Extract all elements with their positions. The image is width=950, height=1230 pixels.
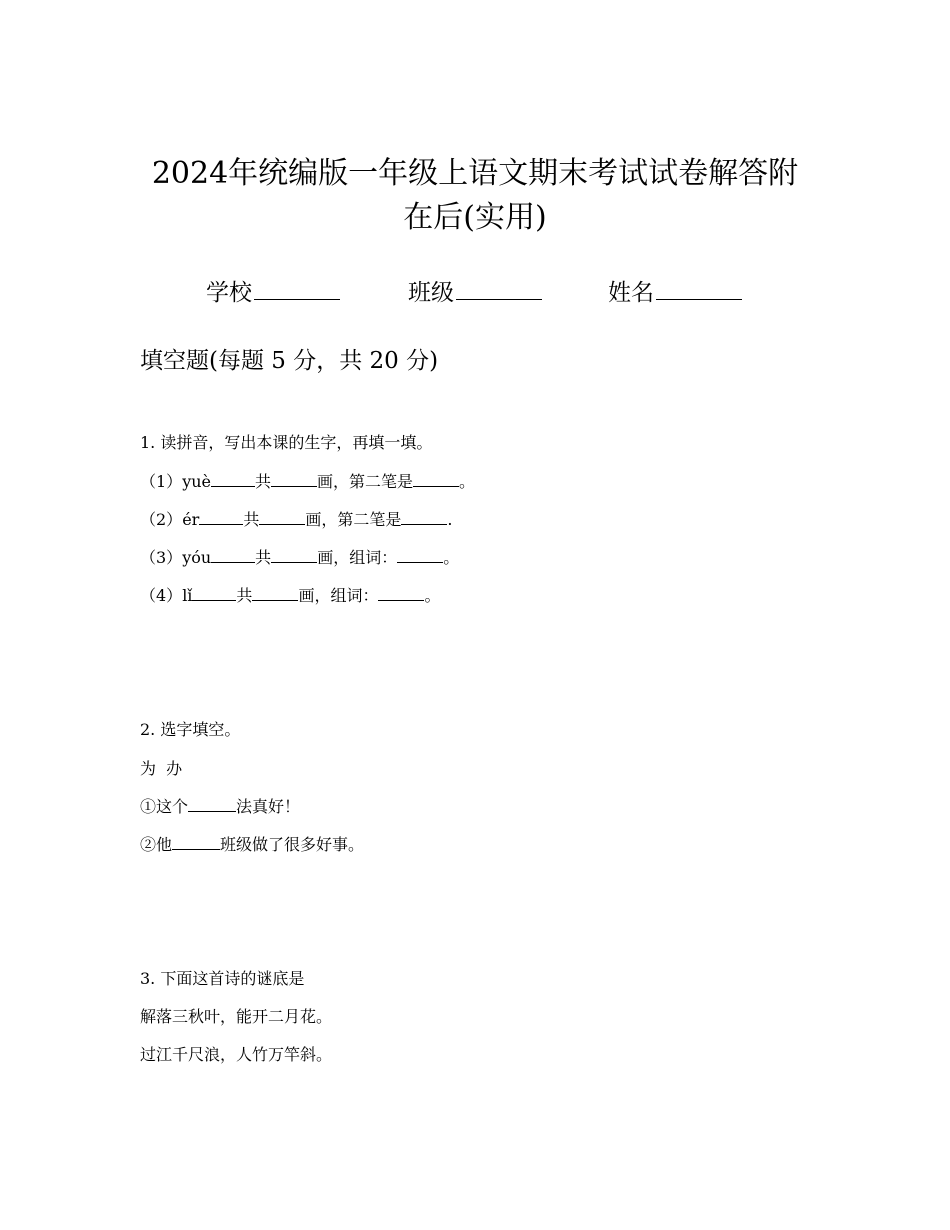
item-number: （2） — [140, 510, 183, 529]
school-field — [206, 276, 340, 310]
answer-blank[interactable] — [271, 470, 317, 487]
question-1-item-2 — [140, 508, 452, 532]
text: 画，第二笔是 — [305, 510, 402, 529]
question-3-prompt: 3. 下面这首诗的谜底是 — [140, 969, 305, 988]
text: 画，组词： — [298, 586, 379, 605]
text: 画，组词： — [317, 548, 398, 567]
item-number: （4） — [140, 586, 183, 605]
text: 共 — [255, 472, 272, 491]
class-label: 班级 — [408, 280, 454, 306]
question-3-poem-line-1: 解落三秋叶，能开二月花。 — [140, 1007, 333, 1026]
text: 。 — [443, 548, 460, 567]
school-label: 学校 — [206, 280, 252, 306]
question-2-prompt: 2. 选字填空。 — [140, 720, 241, 739]
document-title-line-1: 2024年统编版一年级上语文期末考试试卷解答附 — [151, 156, 799, 191]
text: 共 — [243, 510, 260, 529]
pinyin: yóu — [182, 548, 212, 567]
question-2-item-1 — [140, 795, 300, 819]
answer-blank[interactable] — [401, 508, 447, 525]
pinyin: yuè — [182, 472, 211, 491]
question-2-options: 为 办 — [140, 759, 183, 778]
school-blank[interactable] — [254, 277, 340, 300]
answer-blank[interactable] — [199, 508, 243, 525]
text: . — [447, 510, 453, 529]
answer-blank[interactable] — [378, 584, 424, 601]
question-1-prompt: 1. 读拼音，写出本课的生字，再填一填。 — [140, 433, 433, 452]
answer-blank[interactable] — [211, 546, 255, 563]
question-1-item-4 — [140, 584, 440, 608]
answer-blank[interactable] — [271, 546, 317, 563]
text: 班级做了很多好事。 — [220, 835, 365, 854]
answer-blank[interactable] — [192, 584, 236, 601]
text: 共 — [255, 548, 272, 567]
text: 。 — [424, 586, 441, 605]
question-1-item-1 — [140, 470, 475, 494]
class-field — [408, 276, 542, 310]
name-label: 姓名 — [608, 280, 654, 306]
pinyin: lǐ — [182, 586, 193, 605]
item-number: （1） — [140, 472, 183, 491]
question-1-item-3 — [140, 546, 459, 570]
section-heading-fill-in: 填空题(每题 5 分，共 20 分) — [140, 348, 439, 374]
pinyin: ér — [182, 510, 200, 529]
text: 法真好！ — [236, 797, 301, 816]
name-blank[interactable] — [656, 277, 742, 300]
class-blank[interactable] — [456, 277, 542, 300]
item-number: （3） — [140, 548, 183, 567]
name-field — [608, 276, 742, 310]
text: 共 — [236, 586, 253, 605]
document-title-line-2: 在后(实用) — [403, 200, 547, 235]
answer-blank[interactable] — [259, 508, 305, 525]
question-2-item-2 — [140, 833, 364, 857]
answer-blank[interactable] — [397, 546, 443, 563]
answer-blank[interactable] — [172, 833, 220, 850]
text: 画，第二笔是 — [317, 472, 414, 491]
answer-blank[interactable] — [252, 584, 298, 601]
text: 。 — [459, 472, 476, 491]
answer-blank[interactable] — [188, 795, 236, 812]
text: ②他 — [140, 835, 173, 854]
question-3-poem-line-2: 过江千尺浪，人竹万竿斜。 — [140, 1045, 333, 1064]
text: ①这个 — [140, 797, 189, 816]
answer-blank[interactable] — [413, 470, 459, 487]
answer-blank[interactable] — [211, 470, 255, 487]
